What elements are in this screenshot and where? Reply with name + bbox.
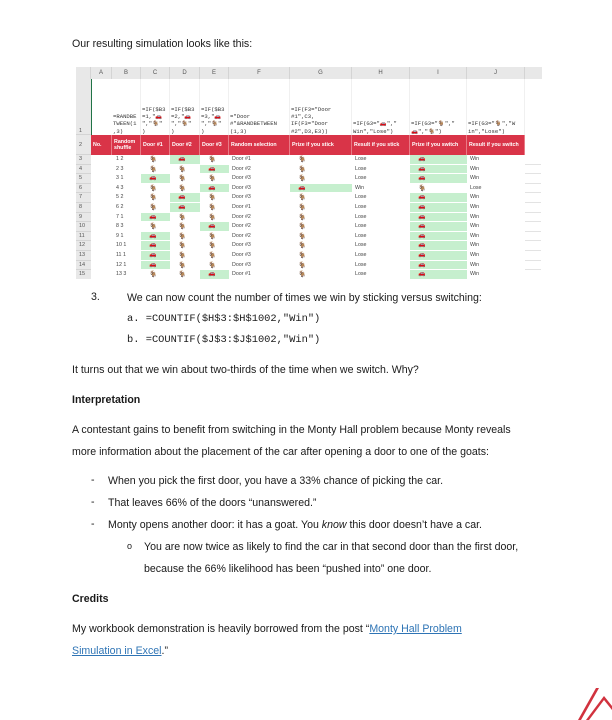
row-gridline [525, 260, 541, 261]
goat-icon[interactable]: 🐐 [200, 241, 229, 251]
goat-icon[interactable]: 🐐 [290, 165, 352, 175]
result-cell[interactable]: Lose [355, 156, 367, 162]
row-gridline [525, 164, 541, 165]
goat-icon[interactable]: 🐐 [141, 222, 170, 232]
goat-icon[interactable]: 🐐 [200, 174, 229, 184]
result-cell[interactable]: Win [470, 242, 480, 249]
sub-bullet-marker: o [127, 541, 133, 551]
car-icon[interactable]: 🚗 [410, 155, 467, 165]
row-number-value: 12 [116, 261, 122, 268]
sub-bullet-line-2: because the 66% likelihood has been “pushed into” one door. [144, 563, 432, 575]
column-header-g[interactable]: G [290, 67, 352, 79]
formula-b: b. =COUNTIF($J$3:$J$1002,"Win") [127, 334, 321, 346]
shuffle-cell[interactable] [112, 232, 141, 242]
result-cell[interactable]: Lose [355, 194, 367, 201]
result-cell[interactable]: Lose [355, 175, 367, 182]
goat-icon[interactable]: 🐐 [290, 270, 352, 279]
bullet-1: When you pick the first door, you have a 33% chance of picking the car. [108, 475, 444, 487]
goat-icon[interactable]: 🐐 [200, 203, 229, 213]
header-cell[interactable]: Random shuffle [112, 135, 141, 155]
formula-a: a. =COUNTIF($H$3:$H$1002,"Win") [127, 313, 321, 325]
interpretation-line-2: more information about the placement of the car after opening a door to one of the goats: [72, 446, 489, 458]
logo-stroke-left [578, 688, 599, 720]
row-gridline [525, 202, 541, 203]
result-cell[interactable]: Win [470, 223, 480, 230]
formula-cell-g[interactable]: =IF(F3="Door #1",C3, IF(F3="Door #2",D3,E3)) [290, 79, 352, 135]
result-cell[interactable]: Lose [355, 204, 367, 210]
car-icon[interactable]: 🚗 [141, 251, 170, 261]
shuffle-cell[interactable] [112, 184, 141, 194]
column-header-f[interactable]: F [229, 67, 290, 79]
formula-cell-i[interactable]: =IF(G3="🐐"," 🚗","🐐") [410, 79, 467, 135]
car-icon[interactable]: 🚗 [141, 241, 170, 251]
result-cell[interactable]: Win [470, 156, 480, 162]
formula-cell-h[interactable]: =IF(G3="🚗"," Win","Lose") [352, 79, 410, 135]
goat-icon[interactable]: 🐐 [290, 241, 352, 251]
result-cell[interactable]: Door #2 [232, 223, 251, 230]
row-header[interactable]: 12 [76, 241, 91, 251]
result-cell[interactable]: Win [470, 232, 480, 239]
result-cell[interactable]: Lose [355, 242, 367, 249]
result-cell[interactable]: Door #1 [232, 271, 251, 278]
result-cell[interactable]: Win [470, 194, 480, 201]
row-header[interactable]: 13 [76, 251, 91, 261]
row-number-value: 3 [116, 175, 119, 182]
goat-icon[interactable]: 🐐 [200, 193, 229, 203]
result-cell[interactable]: Door #3 [232, 175, 251, 182]
result-cell[interactable]: Door #3 [232, 252, 251, 258]
goat-icon[interactable]: 🐐 [141, 184, 170, 194]
result-cell[interactable]: Lose [355, 261, 367, 268]
bullet-dash: - [91, 518, 95, 530]
shuffle-cell[interactable] [112, 174, 141, 184]
row-header[interactable]: 10 [76, 222, 91, 232]
car-icon[interactable]: 🚗 [170, 155, 200, 165]
car-icon[interactable]: 🚗 [410, 165, 467, 175]
row-gridline [525, 212, 541, 213]
row-gridline [525, 269, 541, 270]
goat-icon[interactable]: 🐐 [290, 193, 352, 203]
result-cell[interactable]: Win [355, 184, 365, 191]
row-header[interactable]: 9 [76, 213, 91, 223]
car-icon[interactable]: 🚗 [290, 184, 352, 194]
formula-cell-e[interactable]: =IF($B3 =3,"🚗 ","🐐" ) [200, 79, 229, 135]
goat-icon[interactable]: 🐐 [290, 232, 352, 242]
result-cell[interactable]: Door #2 [232, 213, 251, 220]
row-number-value: 7 [116, 213, 119, 220]
row-gridline [525, 173, 541, 174]
goat-icon[interactable]: 🐐 [170, 270, 200, 279]
bullet-dash: - [91, 496, 95, 508]
header-cell[interactable]: Prize if you switch [410, 135, 467, 155]
car-icon[interactable]: 🚗 [410, 261, 467, 271]
goat-icon[interactable]: 🐐 [170, 241, 200, 251]
car-icon[interactable]: 🚗 [410, 213, 467, 223]
formula-cell-f[interactable]: ="Door #"&RANDBETWEEN (1,3) [229, 79, 290, 135]
result-cell[interactable]: Win [470, 213, 480, 220]
header-cell[interactable]: Prize if you stick [290, 135, 352, 155]
shuffle-value: 2 [120, 156, 124, 162]
shuffle-value: 1 [120, 213, 124, 220]
row-gridline [525, 183, 541, 184]
formula-cell-d[interactable]: =IF($B3 =2,"🚗 ","🐐" ) [170, 79, 200, 135]
shuffle-value: 1 [120, 175, 124, 182]
spreadsheet-screenshot [76, 67, 542, 279]
sub-bullet-line-1: You are now twice as likely to find the car in that second door than the first door, [144, 541, 519, 553]
turns-out-text: It turns out that we win about two-thirds of the time when we switch. Why? [72, 364, 419, 376]
goat-icon[interactable]: 🐐 [170, 184, 200, 194]
goat-icon[interactable]: 🐐 [141, 193, 170, 203]
goat-icon[interactable]: 🐐 [170, 213, 200, 223]
result-cell[interactable]: Door #2 [232, 165, 251, 172]
bullet-dash: - [91, 474, 95, 486]
row-header[interactable]: 3 [76, 155, 91, 165]
formula-cell-c[interactable]: =IF($B3 =1,"🚗 ","🐐" ) [141, 79, 170, 135]
row-gridline [525, 231, 541, 232]
car-icon[interactable]: 🚗 [141, 213, 170, 223]
shuffle-value: 1 [120, 232, 124, 239]
result-cell[interactable]: Door #1 [232, 204, 251, 210]
goat-icon[interactable]: 🐐 [200, 251, 229, 261]
header-cell[interactable]: Door #3 [200, 135, 229, 155]
shuffle-cell[interactable] [112, 261, 141, 271]
column-header-j[interactable]: J [467, 67, 525, 79]
header-cell[interactable]: Door #1 [141, 135, 170, 155]
step-number: 3. [91, 291, 100, 303]
credits-heading: Credits [72, 593, 109, 605]
column-header-h[interactable]: H [352, 67, 410, 79]
row-number-value: 1 [116, 156, 119, 162]
goat-icon[interactable]: 🐐 [141, 270, 170, 279]
result-cell[interactable]: Door #3 [232, 242, 251, 249]
result-cell[interactable]: Lose [355, 213, 367, 220]
result-cell[interactable]: Lose [355, 165, 367, 172]
bullet-3 [108, 518, 482, 532]
car-icon[interactable]: 🚗 [410, 222, 467, 232]
column-header-i[interactable]: I [410, 67, 467, 79]
goat-icon[interactable]: 🐐 [170, 222, 200, 232]
credits-pre: My workbook demonstration is heavily borrowed from the post “ [72, 623, 370, 635]
goat-icon[interactable]: 🐐 [290, 251, 352, 261]
shuffle-cell[interactable] [112, 155, 141, 165]
car-icon[interactable]: 🚗 [410, 232, 467, 242]
car-icon[interactable]: 🚗 [141, 174, 170, 184]
shuffle-cell[interactable] [112, 241, 141, 251]
shuffle-cell[interactable] [112, 222, 141, 232]
result-cell[interactable]: Lose [355, 232, 367, 239]
header-cell[interactable]: No. [91, 135, 112, 155]
result-cell[interactable]: Lose [355, 271, 367, 278]
car-icon[interactable]: 🚗 [410, 174, 467, 184]
result-cell[interactable]: Win [470, 175, 480, 182]
car-icon[interactable]: 🚗 [410, 270, 467, 279]
row-header[interactable]: 7 [76, 193, 91, 203]
row-number-value: 5 [116, 194, 119, 201]
column-header-b[interactable]: B [112, 67, 141, 79]
goat-icon[interactable]: 🐐 [141, 155, 170, 165]
formula-cell-j[interactable]: =IF(G3="🐐","W in","Lose") [467, 79, 525, 135]
row-number-value: 4 [116, 184, 119, 191]
result-cell[interactable]: Lose [470, 184, 482, 191]
shuffle-cell[interactable] [112, 165, 141, 175]
result-cell[interactable]: Win [470, 204, 480, 210]
source-link-continued[interactable]: Simulation in Excel [72, 645, 162, 657]
shuffle-value: 3 [120, 223, 124, 230]
result-cell[interactable]: Door #2 [232, 232, 251, 239]
column-header-d[interactable]: D [170, 67, 200, 79]
goat-icon[interactable]: 🐐 [290, 222, 352, 232]
result-cell[interactable]: Lose [355, 223, 367, 230]
result-cell[interactable]: Door #1 [232, 156, 251, 162]
shuffle-cell[interactable] [112, 193, 141, 203]
row-gridline [525, 250, 541, 251]
header-cell[interactable]: Door #2 [170, 135, 200, 155]
interpretation-heading: Interpretation [72, 394, 141, 406]
result-cell[interactable]: Win [470, 261, 480, 268]
car-icon[interactable]: 🚗 [410, 241, 467, 251]
shuffle-value: 1 [123, 242, 127, 249]
row-header[interactable]: 6 [76, 184, 91, 194]
car-icon[interactable]: 🚗 [141, 261, 170, 271]
row-number-value: 9 [116, 232, 119, 239]
row-header[interactable]: 8 [76, 203, 91, 213]
car-icon[interactable]: 🚗 [200, 222, 229, 232]
column-header-a[interactable]: A [91, 67, 112, 79]
shuffle-value: 1 [123, 261, 127, 268]
car-icon[interactable]: 🚗 [170, 193, 200, 203]
column-header-e[interactable]: E [200, 67, 229, 79]
car-icon[interactable]: 🚗 [410, 203, 467, 213]
car-icon[interactable]: 🚗 [410, 251, 467, 261]
credits-line-1 [72, 622, 462, 636]
row-header[interactable]: 14 [76, 261, 91, 271]
bullet-3-post: this door doesn’t have a car. [346, 519, 482, 531]
shuffle-cell[interactable] [112, 203, 141, 213]
row-gridline [525, 240, 541, 241]
shuffle-value: 3 [120, 184, 124, 191]
row-gridline [525, 192, 541, 193]
row-header[interactable]: 5 [76, 174, 91, 184]
header-cell[interactable]: Result if you switch [467, 135, 525, 155]
goat-icon[interactable]: 🐐 [170, 165, 200, 175]
row-header[interactable]: 2 [76, 135, 91, 155]
goat-icon[interactable]: 🐐 [290, 203, 352, 213]
result-cell[interactable]: Win [470, 271, 480, 278]
shuffle-value: 3 [123, 271, 127, 278]
column-header-blank [525, 67, 542, 79]
result-cell[interactable]: Door #3 [232, 261, 251, 268]
interpretation-line-1: A contestant gains to benefit from switching in the Monty Hall problem because Monty reveals [72, 424, 511, 436]
result-cell[interactable]: Door #3 [232, 184, 251, 191]
car-icon[interactable]: 🚗 [200, 165, 229, 175]
result-cell[interactable]: Lose [355, 252, 367, 258]
bullet-3-pre: Monty opens another door: it has a goat. You [108, 519, 322, 531]
car-icon[interactable]: 🚗 [200, 270, 229, 279]
goat-icon[interactable]: 🐐 [200, 213, 229, 223]
goat-icon[interactable]: 🐐 [170, 261, 200, 271]
goat-icon[interactable]: 🐐 [200, 232, 229, 242]
source-link[interactable]: Monty Hall Problem [369, 623, 462, 635]
goat-icon[interactable]: 🐐 [170, 251, 200, 261]
shuffle-cell[interactable] [112, 213, 141, 223]
row-header[interactable]: 11 [76, 232, 91, 242]
step-text: We can now count the number of times we win by sticking versus switching: [127, 292, 482, 304]
goat-icon[interactable]: 🐐 [141, 165, 170, 175]
row-header[interactable]: 4 [76, 165, 91, 175]
bullet-3-emphasis: know [321, 519, 347, 531]
car-icon[interactable]: 🚗 [141, 232, 170, 242]
select-all-corner[interactable] [76, 67, 91, 79]
row-number-value: 13 [116, 271, 122, 278]
row-number-value: 10 [116, 242, 122, 249]
car-icon[interactable]: 🚗 [170, 203, 200, 213]
column-header-c[interactable]: C [141, 67, 170, 79]
row-number-value: 8 [116, 223, 119, 230]
goat-icon[interactable]: 🐐 [410, 184, 467, 194]
row-number-value: 11 [116, 252, 122, 258]
credits-post: .” [161, 645, 168, 657]
goat-icon[interactable]: 🐐 [170, 174, 200, 184]
goat-icon[interactable]: 🐐 [290, 213, 352, 223]
active-cell-indicator [91, 79, 92, 135]
result-cell[interactable]: Door #3 [232, 194, 251, 201]
shuffle-value: 3 [120, 165, 124, 172]
goat-icon[interactable]: 🐐 [200, 155, 229, 165]
goat-icon[interactable]: 🐐 [290, 174, 352, 184]
goat-icon[interactable]: 🐐 [170, 232, 200, 242]
row-number-value: 2 [116, 165, 119, 172]
row-number-value: 6 [116, 204, 119, 210]
shuffle-value: 2 [120, 204, 124, 210]
shuffle-value: 1 [122, 252, 126, 258]
car-icon[interactable]: 🚗 [200, 184, 229, 194]
intro-text: Our resulting simulation looks like this: [72, 38, 253, 50]
goat-icon[interactable]: 🐐 [290, 155, 352, 165]
goat-icon[interactable]: 🐐 [200, 261, 229, 271]
shuffle-cell[interactable] [112, 270, 141, 279]
formula-cell-b[interactable]: =RANDBE TWEEN(1 ,3) [112, 79, 141, 135]
row-header[interactable]: 1 [76, 79, 91, 135]
result-cell[interactable]: Win [470, 165, 480, 172]
shuffle-value: 2 [120, 194, 124, 201]
bullet-2: That leaves 66% of the doors “unanswered.” [108, 497, 317, 509]
goat-icon[interactable]: 🐐 [141, 203, 170, 213]
row-header[interactable]: 15 [76, 270, 91, 279]
brand-logo-icon [566, 682, 612, 720]
car-icon[interactable]: 🚗 [410, 193, 467, 203]
header-cell[interactable]: Random selection [229, 135, 290, 155]
goat-icon[interactable]: 🐐 [290, 261, 352, 271]
result-cell[interactable]: Win [470, 252, 480, 258]
credits-line-2 [72, 644, 168, 658]
shuffle-cell[interactable] [112, 251, 141, 261]
row-gridline [525, 221, 541, 222]
header-cell[interactable]: Result if you stick [352, 135, 410, 155]
